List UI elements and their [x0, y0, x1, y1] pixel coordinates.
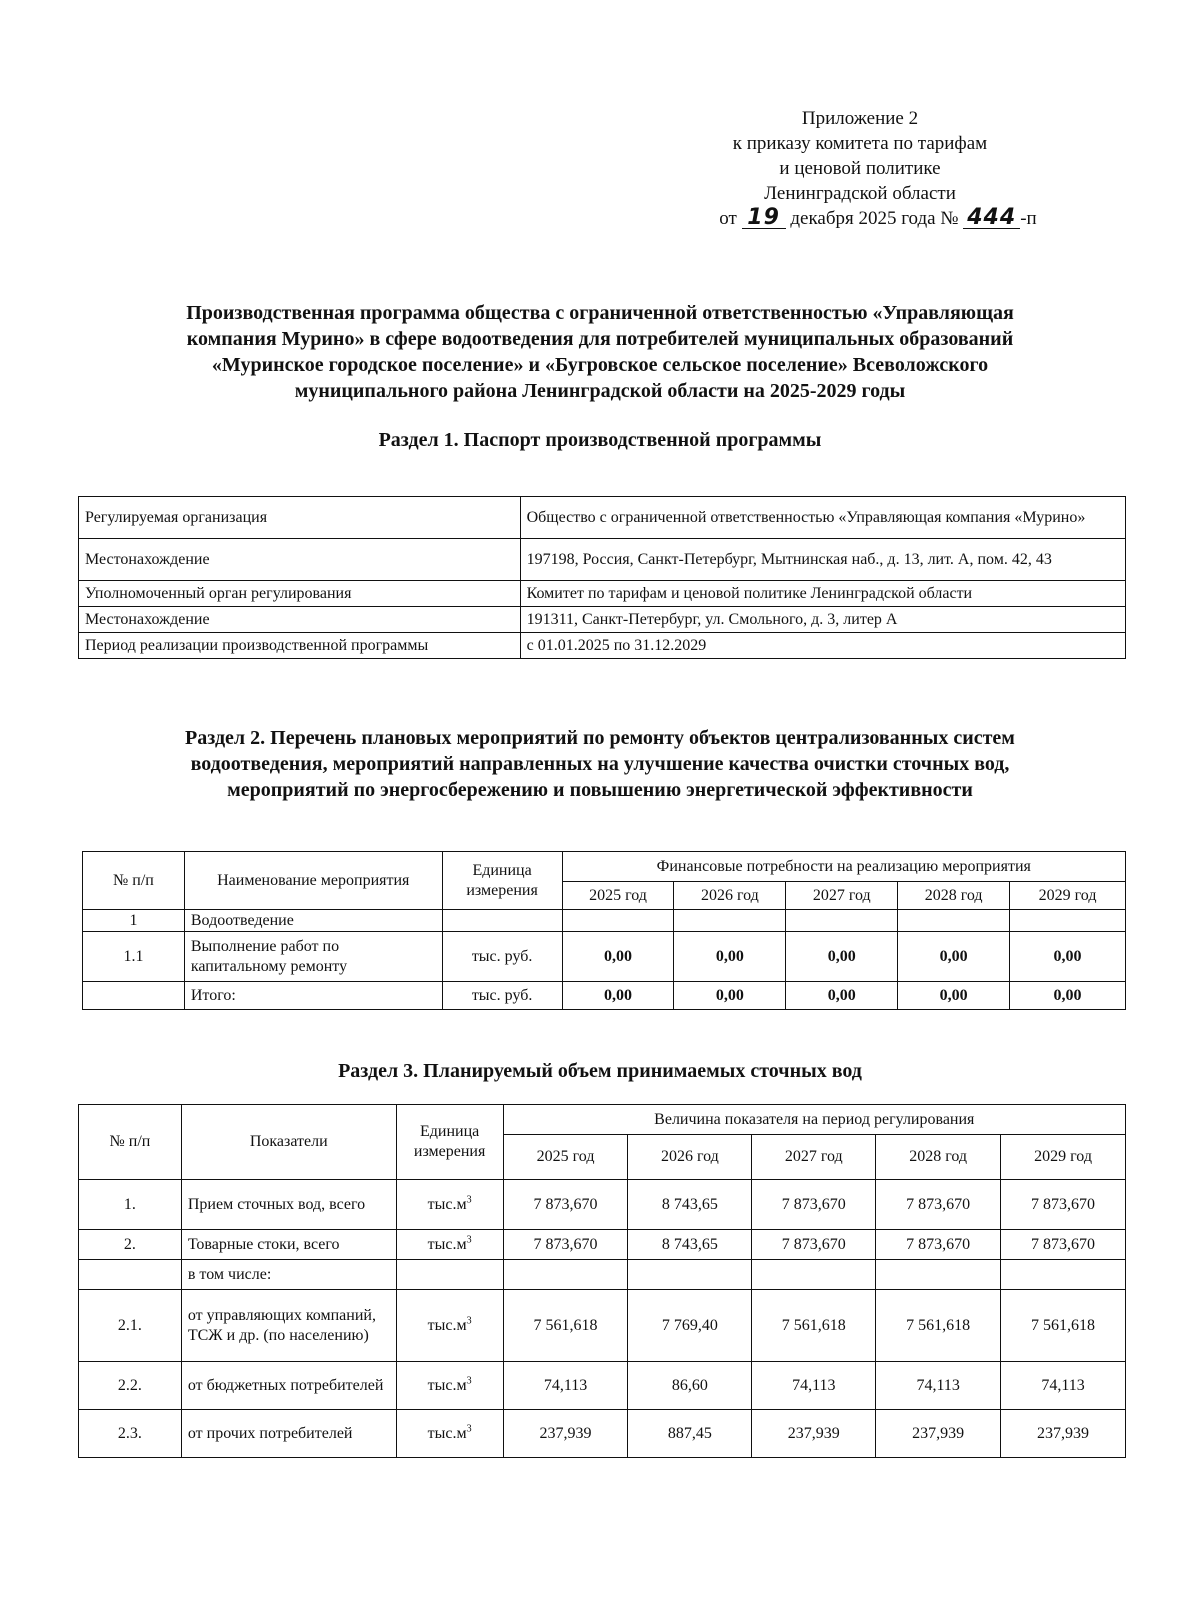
wastewater-name: от бюджетных потребителей [181, 1362, 396, 1410]
wastewater-unit [396, 1260, 503, 1290]
passport-row [79, 497, 1126, 539]
wastewater-row [79, 1362, 1126, 1410]
wastewater-row [79, 1260, 1126, 1290]
wastewater-row [79, 1180, 1126, 1230]
wastewater-value: 74,113 [503, 1362, 628, 1410]
appendix-line-3: и ценовой политике [779, 158, 941, 179]
passport-row [79, 633, 1126, 659]
unit-exponent: 3 [466, 1234, 472, 1246]
wastewater-table [78, 1104, 1126, 1458]
measures-value [674, 910, 786, 932]
appendix-date-line [640, 206, 1080, 231]
wastewater-value: 8 743,65 [628, 1180, 752, 1230]
wastewater-value: 74,113 [1001, 1362, 1126, 1410]
wastewater-unit [396, 1180, 503, 1230]
wastewater-value: 7 561,618 [752, 1290, 876, 1362]
date-mid: декабря 2025 года № [790, 208, 959, 229]
passport-label: Период реализации производственной программы [79, 633, 521, 659]
wastewater-value: 86,60 [628, 1362, 752, 1410]
wastewater-num: 2.1. [79, 1290, 182, 1362]
wastewater-value [503, 1260, 628, 1290]
wastewater-value: 7 873,670 [1001, 1180, 1126, 1230]
wastewater-unit [396, 1290, 503, 1362]
order-day: 19 [742, 208, 786, 229]
measures-year-header: 2029 год [1010, 882, 1126, 910]
section2-title-line-2: водоотведения, мероприятий направленных на улучшение качества очистки сточных вод, [190, 753, 1010, 775]
measures-value: 0,00 [786, 932, 898, 982]
wastewater-value: 8 743,65 [628, 1230, 752, 1260]
wastewater-header-unit: Единица измерения [396, 1105, 503, 1180]
measures-unit: тыс. руб. [442, 982, 562, 1010]
passport-label: Местонахождение [79, 539, 521, 581]
wastewater-header-group: Величина показателя на период регулирования [503, 1105, 1125, 1135]
passport-table [78, 496, 1126, 659]
measures-row [83, 932, 1126, 982]
wastewater-value [1001, 1260, 1126, 1290]
wastewater-year-header: 2029 год [1001, 1135, 1126, 1180]
wastewater-value: 237,939 [752, 1410, 876, 1458]
unit-exponent: 3 [466, 1315, 472, 1327]
wastewater-value: 7 873,670 [752, 1180, 876, 1230]
measures-name: Водоотведение [184, 910, 442, 932]
passport-value: 191311, Санкт-Петербург, ул. Смольного, д. 3, литер А [520, 607, 1125, 633]
title-line-3: «Муринское городское поселение» и «Бугровское сельское поселение» Всеволожского [211, 354, 989, 376]
measures-year-header: 2025 год [562, 882, 674, 910]
measures-value: 0,00 [898, 982, 1010, 1010]
order-number: 444 [963, 208, 1020, 229]
passport-value: 197198, Россия, Санкт-Петербург, Мытнинская наб., д. 13, лит. А, пом. 42, 43 [520, 539, 1125, 581]
measures-year-header: 2027 год [786, 882, 898, 910]
measures-unit: тыс. руб. [442, 932, 562, 982]
wastewater-header-num: № п/п [79, 1105, 182, 1180]
wastewater-value: 237,939 [876, 1410, 1001, 1458]
measures-table [82, 851, 1126, 1010]
appendix-line-2: к приказу комитета по тарифам [732, 133, 988, 154]
wastewater-value: 74,113 [876, 1362, 1001, 1410]
wastewater-value: 237,939 [1001, 1410, 1126, 1458]
measures-header-num: № п/п [83, 852, 185, 910]
passport-label: Регулируемая организация [79, 497, 521, 539]
measures-value: 0,00 [898, 932, 1010, 982]
wastewater-value: 7 873,670 [1001, 1230, 1126, 1260]
wastewater-unit [396, 1230, 503, 1260]
wastewater-value: 237,939 [503, 1410, 628, 1458]
measures-value: 0,00 [1010, 982, 1126, 1010]
title-line-1: Производственная программа общества с ограниченной ответственностью «Управляющая [186, 302, 1014, 324]
wastewater-year-header: 2025 год [503, 1135, 628, 1180]
unit-exponent: 3 [466, 1194, 472, 1206]
measures-header-unit: Единица измерения [442, 852, 562, 910]
section1-title: Раздел 1. Паспорт производственной программы [378, 429, 822, 451]
wastewater-value [876, 1260, 1001, 1290]
section2-title-line-1: Раздел 2. Перечень плановых мероприятий по ремонту объектов централизованных систем [185, 727, 1015, 749]
wastewater-year-header: 2028 год [876, 1135, 1001, 1180]
measures-value: 0,00 [562, 982, 674, 1010]
unit-base: тыс.м [427, 1316, 467, 1334]
wastewater-value [752, 1260, 876, 1290]
document-title [100, 300, 1100, 404]
wastewater-value: 7 873,670 [503, 1230, 628, 1260]
wastewater-name: Товарные стоки, всего [181, 1230, 396, 1260]
measures-row [83, 982, 1126, 1010]
date-prefix: от [719, 208, 737, 229]
title-line-4: муниципального района Ленинградской области на 2025-2029 годы [294, 380, 906, 402]
appendix-header [640, 106, 1080, 231]
unit-base: тыс.м [427, 1235, 467, 1253]
passport-value: Комитет по тарифам и ценовой политике Ленинградской области [520, 581, 1125, 607]
wastewater-value: 74,113 [752, 1362, 876, 1410]
wastewater-num [79, 1260, 182, 1290]
measures-value: 0,00 [674, 982, 786, 1010]
measures-num [83, 982, 185, 1010]
section3-title: Раздел 3. Планируемый объем принимаемых сточных вод [338, 1060, 862, 1082]
wastewater-value: 7 873,670 [876, 1180, 1001, 1230]
wastewater-header-name: Показатели [181, 1105, 396, 1180]
measures-year-header: 2026 год [674, 882, 786, 910]
measures-row [83, 910, 1126, 932]
wastewater-name: от управляющих компаний, ТСЖ и др. (по населению) [181, 1290, 396, 1362]
passport-row [79, 607, 1126, 633]
measures-name: Выполнение работ по капитальному ремонту [184, 932, 442, 982]
wastewater-value: 7 561,618 [503, 1290, 628, 1362]
measures-header-name: Наименование мероприятия [184, 852, 442, 910]
wastewater-value: 7 873,670 [876, 1230, 1001, 1260]
wastewater-value: 7 873,670 [503, 1180, 628, 1230]
passport-label: Местонахождение [79, 607, 521, 633]
order-suffix: -п [1020, 208, 1037, 229]
wastewater-value: 7 561,618 [876, 1290, 1001, 1362]
measures-value: 0,00 [674, 932, 786, 982]
measures-year-header: 2028 год [898, 882, 1010, 910]
measures-value: 0,00 [562, 932, 674, 982]
wastewater-value: 7 769,40 [628, 1290, 752, 1362]
wastewater-name: от прочих потребителей [181, 1410, 396, 1458]
measures-value [1010, 910, 1126, 932]
wastewater-row [79, 1290, 1126, 1362]
wastewater-name: Прием сточных вод, всего [181, 1180, 396, 1230]
measures-name: Итого: [184, 982, 442, 1010]
wastewater-year-header: 2026 год [628, 1135, 752, 1180]
unit-exponent: 3 [466, 1423, 472, 1435]
wastewater-num: 1. [79, 1180, 182, 1230]
measures-num: 1.1 [83, 932, 185, 982]
appendix-line-4: Ленинградской области [764, 183, 956, 204]
measures-header-group: Финансовые потребности на реализацию мероприятия [562, 852, 1125, 882]
title-line-2: компания Мурино» в сфере водоотведения для потребителей муниципальных образований [186, 328, 1014, 350]
wastewater-value: 7 873,670 [752, 1230, 876, 1260]
section2-title [80, 725, 1120, 803]
measures-value [898, 910, 1010, 932]
unit-base: тыс.м [427, 1376, 467, 1394]
measures-unit [442, 910, 562, 932]
wastewater-row [79, 1410, 1126, 1458]
measures-value [786, 910, 898, 932]
measures-value: 0,00 [1010, 932, 1126, 982]
unit-base: тыс.м [427, 1195, 467, 1213]
wastewater-value: 887,45 [628, 1410, 752, 1458]
section2-title-line-3: мероприятий по энергосбережению и повышению энергетической эффективности [227, 779, 973, 801]
measures-num: 1 [83, 910, 185, 932]
passport-value: Общество с ограниченной ответственностью «Управляющая компания «Мурино» [520, 497, 1125, 539]
passport-value: с 01.01.2025 по 31.12.2029 [520, 633, 1125, 659]
passport-row [79, 581, 1126, 607]
unit-exponent: 3 [466, 1375, 472, 1387]
passport-row [79, 539, 1126, 581]
measures-value: 0,00 [786, 982, 898, 1010]
wastewater-year-header: 2027 год [752, 1135, 876, 1180]
passport-label: Уполномоченный орган регулирования [79, 581, 521, 607]
wastewater-unit [396, 1362, 503, 1410]
wastewater-unit [396, 1410, 503, 1458]
measures-value [562, 910, 674, 932]
wastewater-value [628, 1260, 752, 1290]
wastewater-num: 2.3. [79, 1410, 182, 1458]
wastewater-value: 7 561,618 [1001, 1290, 1126, 1362]
appendix-line-1: Приложение 2 [801, 108, 919, 129]
wastewater-num: 2.2. [79, 1362, 182, 1410]
wastewater-num: 2. [79, 1230, 182, 1260]
wastewater-name: в том числе: [181, 1260, 396, 1290]
unit-base: тыс.м [427, 1424, 467, 1442]
wastewater-row [79, 1230, 1126, 1260]
